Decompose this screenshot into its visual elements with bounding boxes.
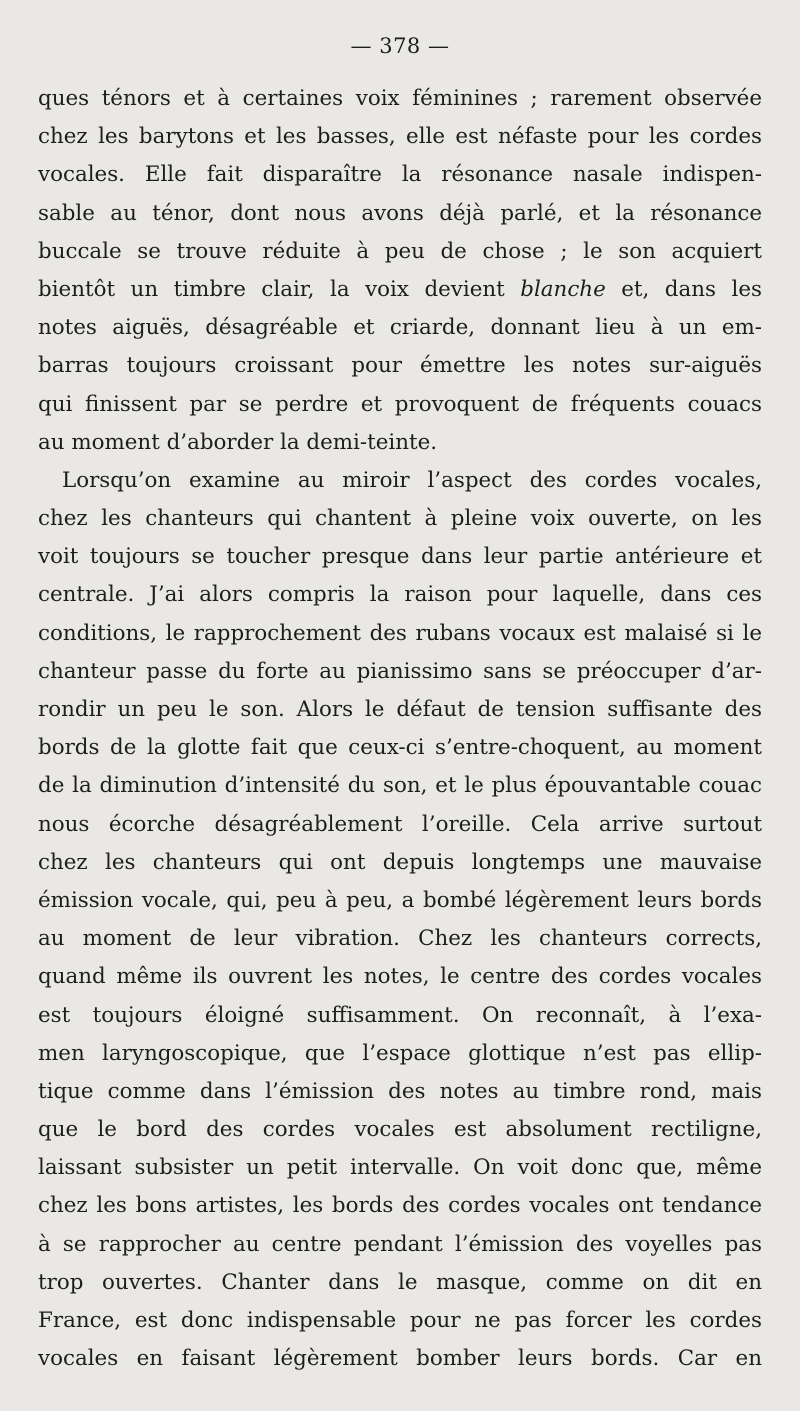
text-line: buccale se trouve réduite à peu de chose ; le son acquiert — [38, 238, 762, 264]
text-line: chez les barytons et les basses, elle est néfaste pour les cordes — [38, 124, 762, 150]
text-line: chez les chanteurs qui ont depuis longtemps une mauvaise — [38, 849, 762, 875]
text-fragment: bientôt un timbre clair, la voix devient — [38, 276, 521, 302]
text-line-with-italic — [38, 271, 762, 309]
text-line: barras toujours croissant pour émettre les notes sur-aiguës — [38, 353, 762, 379]
text-line: au moment d’aborder la demi-teinte. — [38, 429, 438, 455]
text-line: centrale. J’ai alors compris la raison pour laquelle, dans ces — [38, 582, 762, 608]
text-line: à se rapprocher au centre pendant l’émission des voyelles pas — [38, 1231, 762, 1257]
text-line: tique comme dans l’émission des notes au timbre rond, mais — [38, 1078, 762, 1104]
text-line: vocales. Elle fait disparaître la résonance nasale indispen- — [38, 162, 762, 188]
text-line: rondir un peu le son. Alors le défaut de tension suffisante des — [38, 697, 762, 722]
text-line: est toujours éloigné suffisamment. On reconnaît, à l’exa- — [38, 1002, 762, 1028]
text-line: men laryngoscopique, que l’espace glottique n’est pas ellip- — [38, 1040, 762, 1066]
text-line: laissant subsister un petit intervalle. On voit donc que, même — [38, 1155, 762, 1181]
text-line: au moment de leur vibration. Chez les chanteurs corrects, — [38, 926, 762, 952]
text-line: ques ténors et à certaines voix féminines ; rarement observée — [38, 86, 762, 111]
text-line: voit toujours se toucher presque dans leur partie antérieure et — [38, 544, 762, 570]
text-line: bords de la glotte fait que ceux-ci s’entre-choquent, au moment — [38, 735, 762, 761]
text-line: émission vocale, qui, peu à peu, a bombé légèrement leurs bords — [38, 887, 762, 913]
text-line: qui finissent par se perdre et provoquent de fréquents couacs — [38, 391, 762, 417]
text-line: France, est donc indispensable pour ne pas forcer les cordes — [38, 1308, 762, 1333]
text-line: notes aiguës, désagréable et criarde, donnant lieu à un em- — [38, 315, 762, 341]
text-line: conditions, le rapprochement des rubans vocaux est malaisé si le — [38, 620, 762, 646]
text-line: sable au ténor, dont nous avons déjà parlé, et la résonance — [38, 200, 762, 226]
text-line: vocales en faisant légèrement bomber leurs bords. Car en — [38, 1346, 762, 1372]
text-line: quand même ils ouvrent les notes, le centre des cordes vocales — [38, 964, 762, 990]
text-line: chanteur passe du forte au pianissimo sans se préoccuper d’ar- — [38, 658, 762, 684]
text-line: chez les chanteurs qui chantent à pleine voix ouverte, on les — [38, 506, 762, 532]
text-line: de la diminution d’intensité du son, et le plus épouvantable couac — [38, 773, 762, 799]
text-line: nous écorche désagréablement l’oreille. Cela arrive surtout — [38, 811, 762, 837]
page-number: — 378 — — [350, 34, 450, 58]
italic-word: blanche — [520, 276, 606, 302]
text-fragment: et, dans les — [605, 276, 762, 302]
text-line: chez les bons artistes, les bords des cordes vocales ont tendance — [38, 1193, 762, 1219]
text-line: trop ouvertes. Chanter dans le masque, comme on dit en — [38, 1269, 762, 1295]
text-line: Lorsqu’on examine au miroir l’aspect des cordes vocales, — [62, 467, 762, 493]
paragraph-1 — [38, 80, 762, 462]
paragraph-2 — [38, 462, 762, 1379]
text-line: que le bord des cordes vocales est absolument rectiligne, — [38, 1117, 762, 1143]
